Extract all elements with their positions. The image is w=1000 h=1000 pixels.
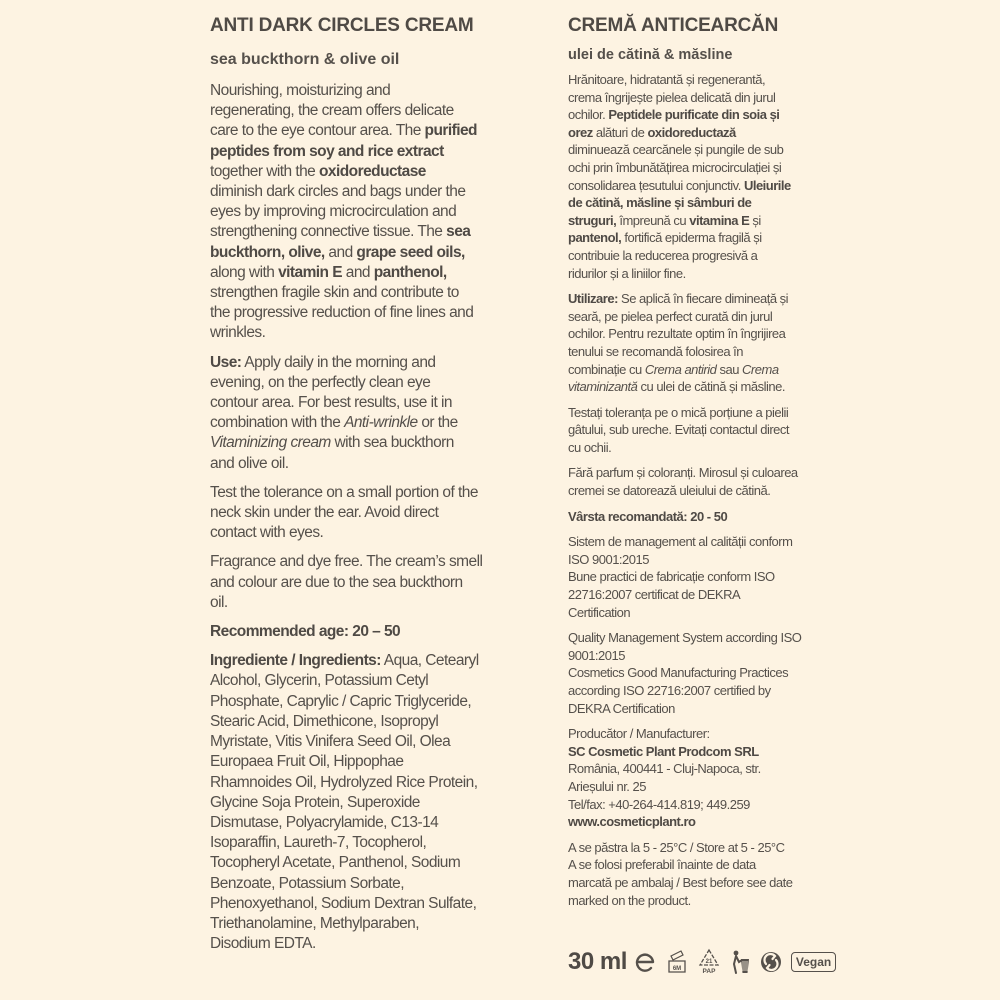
text-run: Benzoate, Potassium Sorbate, (210, 874, 404, 892)
text-line (210, 303, 502, 323)
text-line (568, 361, 830, 379)
text-line (210, 573, 502, 593)
text-run: combinație cu (568, 361, 645, 377)
text-run: Glycine Soja Protein, Superoxide (210, 793, 420, 811)
recycling-label: PAP (702, 968, 716, 975)
text-run: Certification (568, 604, 631, 620)
text-run: Nourishing, moisturizing and (210, 82, 391, 99)
text-line (210, 833, 502, 853)
fragrance-paragraph-ro (568, 464, 830, 499)
text-run: and (324, 243, 357, 261)
text-run: or the (417, 414, 458, 432)
product-subtitle-ro: ulei de cătină & măsline (568, 47, 733, 63)
text-run: Tocopheryl Acetate, Panthenol, Sodium (210, 854, 461, 872)
text-line (568, 290, 830, 308)
packaging-symbols-footer (568, 948, 836, 976)
text-run: contact with eyes. (210, 524, 324, 542)
text-run: cu ulei de cătină și măsline. (637, 379, 785, 395)
text-line (210, 121, 502, 141)
text-line (568, 700, 830, 718)
bold-text: struguri, (568, 212, 617, 228)
text-line (210, 894, 502, 914)
product-title-en: ANTI DARK CIRCLES CREAM (210, 15, 474, 36)
text-line (210, 353, 502, 373)
text-run: sau (716, 361, 743, 377)
text-line (568, 159, 830, 177)
text-run: Sistem de management al calității conform (568, 534, 793, 550)
text-line (568, 664, 830, 682)
italic-text: Crema antirid (644, 361, 717, 377)
text-line (568, 308, 830, 326)
bold-text: vitamin E (278, 263, 343, 281)
bold-text: www.cosmeticplant.ro (568, 814, 696, 830)
tidyman-icon (729, 949, 751, 975)
text-line (568, 551, 830, 569)
text-line (568, 141, 830, 159)
text-line (568, 89, 830, 107)
jar-6m-icon (665, 949, 689, 975)
text-line (210, 81, 502, 101)
text-line (210, 773, 502, 793)
text-run: contour area. For best results, use it in (210, 394, 452, 412)
text-line (568, 508, 830, 526)
usage-paragraph-en (210, 353, 502, 474)
estimated-e-icon (635, 950, 657, 974)
text-run: Disodium EDTA. (210, 935, 316, 953)
description-paragraph-en (210, 81, 502, 344)
text-line (568, 439, 830, 457)
bold-text: Recommended age: 20 – 50 (210, 623, 401, 641)
text-line (210, 712, 502, 732)
recommended-age-ro (568, 508, 830, 526)
text-run: along with (210, 263, 279, 281)
text-run: Triethanolamine, Methylparaben, (210, 914, 419, 932)
bold-text: Peptidele purificate din soia și (608, 107, 780, 123)
text-line (210, 622, 502, 642)
text-run: alături de (592, 124, 648, 140)
text-line (210, 162, 502, 182)
text-run: eyes by improving microcirculation and (210, 203, 457, 221)
text-run: Fără parfum și coloranți. Mirosul și culoarea (568, 465, 798, 481)
text-line (568, 464, 830, 482)
text-run: strengthen fragile skin and contribute to (210, 284, 459, 302)
text-line (568, 629, 830, 647)
text-run: Fragrance and dye free. The cream’s smell (210, 553, 483, 571)
text-run: the progressive reduction of fine lines and (210, 304, 474, 322)
text-run: cu ochii. (568, 439, 612, 455)
text-run: neck skin under the ear. Avoid direct (210, 504, 439, 522)
text-line (210, 651, 502, 671)
text-run: marcată pe ambalaj / Best before see date (568, 874, 793, 890)
text-run: strengthening connective tissue. The (210, 223, 447, 241)
text-line (568, 760, 830, 778)
text-run: Aqua, Cetearyl (380, 652, 479, 670)
usage-paragraph-ro (568, 290, 830, 396)
romanian-column (568, 14, 830, 909)
text-line (210, 101, 502, 121)
text-line (210, 323, 502, 343)
text-run: ridurilor și a liniilor fine. (568, 265, 686, 281)
text-run: consolidarea țesutului conjunctiv. (568, 177, 744, 193)
text-line (568, 839, 830, 857)
product-subtitle-en: sea buckthorn & olive oil (210, 51, 400, 68)
text-run: with sea buckthorn (330, 434, 454, 452)
text-run: combination with the (210, 414, 345, 432)
text-line (568, 404, 830, 422)
pao-label: 6M (672, 966, 682, 972)
text-run: România, 400441 - Cluj-Napoca, str. (568, 761, 761, 777)
tolerance-test-paragraph-ro (568, 404, 830, 457)
recycling-code: 21 (705, 959, 713, 965)
volume-label: 30 ml (568, 948, 627, 975)
bold-text: vitamina E (689, 212, 750, 228)
text-run: cremei se datorează uleiului de cătină. (568, 483, 771, 499)
bold-text: Vârsta recomandată: 20 - 50 (568, 508, 728, 524)
text-line (210, 692, 502, 712)
text-run: Quality Management System according ISO (568, 630, 802, 646)
text-run: care to the eye contour area. The (210, 122, 425, 140)
text-run: Rhamnoides Oil, Hydrolyzed Rice Protein, (210, 773, 478, 791)
text-run: Se aplică în fiecare dimineață și (617, 291, 789, 307)
text-line (568, 796, 830, 814)
bold-text: orez (568, 124, 593, 140)
text-line (210, 752, 502, 772)
text-line (210, 263, 502, 283)
text-run: evening, on the perfectly clean eye (210, 373, 431, 391)
bold-text: grape seed oils, (356, 243, 465, 261)
text-line (568, 421, 830, 439)
text-run: tenului se recomandă folosirea în (568, 343, 744, 359)
text-line (568, 106, 830, 124)
text-run: gâtului, sub ureche. Evitați contactul direct (568, 422, 790, 438)
text-run: Hrănitoare, hidratantă și regenerantă, (568, 72, 766, 87)
text-run: Cosmetics Good Manufacturing Practices (568, 665, 789, 681)
text-line (568, 856, 830, 874)
text-line (210, 503, 502, 523)
text-run: Myristate, Vitis Vinifera Seed Oil, Olea (210, 733, 451, 751)
text-run: A se păstra la 5 - 25°C / Store at 5 - 25°C (568, 839, 785, 855)
text-run: Bune practici de fabricație conform ISO (568, 569, 775, 585)
text-run: ochilor. Pentru rezultate optim în îngrijirea (568, 326, 786, 342)
bold-text: sea (446, 223, 471, 241)
tolerance-test-paragraph-en (210, 483, 502, 544)
text-run: împreună cu (616, 212, 690, 228)
text-run: and colour are due to the sea buckthorn (210, 573, 463, 591)
storage-info (568, 839, 830, 909)
bold-text: Ingrediente / Ingredients: (210, 652, 381, 670)
text-run: diminuează cearcănele și pungile de sub (568, 142, 784, 158)
text-line (210, 671, 502, 691)
text-line (568, 725, 830, 743)
text-run: diminish dark circles and bags under the (210, 183, 466, 201)
text-run: Testați toleranța pe o mică porțiune a pielii (568, 404, 789, 420)
text-line (210, 853, 502, 873)
text-line (568, 194, 830, 212)
recycling-pap-icon (697, 948, 721, 976)
text-line (210, 433, 502, 453)
text-run: Phosphate, Caprylic / Capric Triglyceride, (210, 692, 472, 710)
text-line (210, 283, 502, 303)
bold-text: panthenol, (373, 263, 447, 281)
text-run: Phenoxyethanol, Sodium Dextran Sulfate, (210, 894, 477, 912)
text-run: Arieșului nr. 25 (568, 778, 646, 794)
text-line (568, 247, 830, 265)
text-line (568, 813, 830, 831)
text-line (210, 243, 502, 263)
text-run: ISO 9001:2015 (568, 551, 649, 567)
product-title-ro: CREMĂ ANTICEARCĂN (568, 15, 779, 36)
certification-ro (568, 533, 830, 621)
text-line (568, 604, 830, 622)
text-line (568, 647, 830, 665)
bold-text: de cătină, măsline și sâmburi de (568, 195, 752, 211)
ingredients-list (210, 651, 502, 954)
text-line (210, 483, 502, 503)
vegan-badge: Vegan (791, 952, 836, 972)
text-run: Isoparaffin, Laureth-7, Tocopherol, (210, 834, 427, 852)
text-run: oil. (210, 593, 228, 611)
text-run: Apply daily in the morning and (241, 353, 436, 371)
bold-text: purified (424, 122, 477, 140)
fragrance-paragraph-en (210, 552, 502, 613)
text-line (568, 124, 830, 142)
text-run: Producător / Manufacturer: (568, 726, 710, 742)
text-line (568, 71, 830, 89)
text-line (568, 892, 830, 910)
italic-text: Vitaminizing cream (210, 434, 331, 452)
text-run: ochi prin îmbunătățirea microcirculației și (568, 159, 782, 175)
text-line (568, 177, 830, 195)
text-line (568, 682, 830, 700)
text-line (210, 793, 502, 813)
text-run: fortifică epiderma fragilă și (621, 230, 762, 246)
bold-text: Utilizare: (568, 291, 618, 307)
description-paragraph-ro (568, 71, 830, 282)
bold-text: oxidoreductase (319, 162, 426, 180)
text-line (568, 482, 830, 500)
text-run: seară, pe pielea perfect curată din jurul (568, 308, 773, 324)
text-run: marked on the product. (568, 892, 691, 908)
text-line (210, 914, 502, 934)
text-line (210, 393, 502, 413)
text-line (568, 325, 830, 343)
text-line (210, 182, 502, 202)
bold-text: pantenol, (568, 230, 622, 246)
italic-text: vitaminizantă (568, 379, 638, 395)
text-line (568, 778, 830, 796)
text-line (210, 813, 502, 833)
text-line (210, 552, 502, 572)
text-run: and olive oil. (210, 454, 289, 472)
text-line (210, 523, 502, 543)
text-line (568, 343, 830, 361)
text-run: regenerating, the cream offers delicate (210, 102, 454, 120)
text-run: DEKRA Certification (568, 700, 675, 716)
text-line (568, 533, 830, 551)
text-line (568, 743, 830, 761)
english-column (210, 14, 502, 954)
text-run: 22716:2007 certificat de DEKRA (568, 587, 741, 603)
text-line (568, 378, 830, 396)
text-run: and (342, 263, 374, 281)
text-line (568, 212, 830, 230)
text-line (210, 202, 502, 222)
bold-text: buckthorn, olive, (210, 243, 325, 261)
bold-text: SC Cosmetic Plant Prodcom SRL (568, 743, 759, 759)
bold-text: peptides from soy and rice extract (210, 142, 444, 160)
manufacturer-info (568, 725, 830, 831)
text-run: Europaea Fruit Oil, Hippophae (210, 753, 404, 771)
text-line (210, 593, 502, 613)
text-line (568, 874, 830, 892)
text-run: Alcohol, Glycerin, Potassium Cetyl (210, 672, 429, 690)
text-run: contribuie la reducerea progresivă a (568, 247, 758, 263)
text-run: și (749, 212, 761, 228)
text-run: A se folosi preferabil înainte de data (568, 857, 756, 873)
text-line (210, 934, 502, 954)
text-run: crema îngrijește pielea delicată din jurul (568, 89, 776, 105)
text-run: Stearic Acid, Dimethicone, Isopropyl (210, 712, 439, 730)
text-run: 9001:2015 (568, 647, 625, 663)
italic-text: Anti-wrinkle (344, 414, 418, 432)
text-run: Dismutase, Polyacrylamide, C13-14 (210, 813, 439, 831)
bold-text: Uleiurile (743, 177, 791, 193)
text-run: Test the tolerance on a small portion of the (210, 483, 478, 501)
text-line (210, 222, 502, 242)
text-run: together with the (210, 162, 320, 180)
text-line (210, 413, 502, 433)
certification-en (568, 629, 830, 717)
text-line (210, 454, 502, 474)
text-line (568, 265, 830, 283)
text-run: wrinkles. (210, 324, 266, 342)
italic-text: Crema (742, 361, 779, 377)
text-run: ochilor. (568, 107, 609, 123)
text-line (568, 568, 830, 586)
text-line (210, 373, 502, 393)
text-run: according ISO 22716:2007 certified by (568, 683, 771, 698)
bold-text: oxidoreductază (647, 124, 736, 140)
text-run: Tel/fax: +40-264-414.819; 449.259 (568, 796, 750, 812)
text-line (210, 142, 502, 162)
bold-text: Use: (210, 353, 242, 371)
text-line (568, 586, 830, 604)
green-dot-icon (759, 950, 783, 974)
text-line (210, 732, 502, 752)
recommended-age-en (210, 622, 502, 642)
text-line (568, 229, 830, 247)
text-line (210, 874, 502, 894)
